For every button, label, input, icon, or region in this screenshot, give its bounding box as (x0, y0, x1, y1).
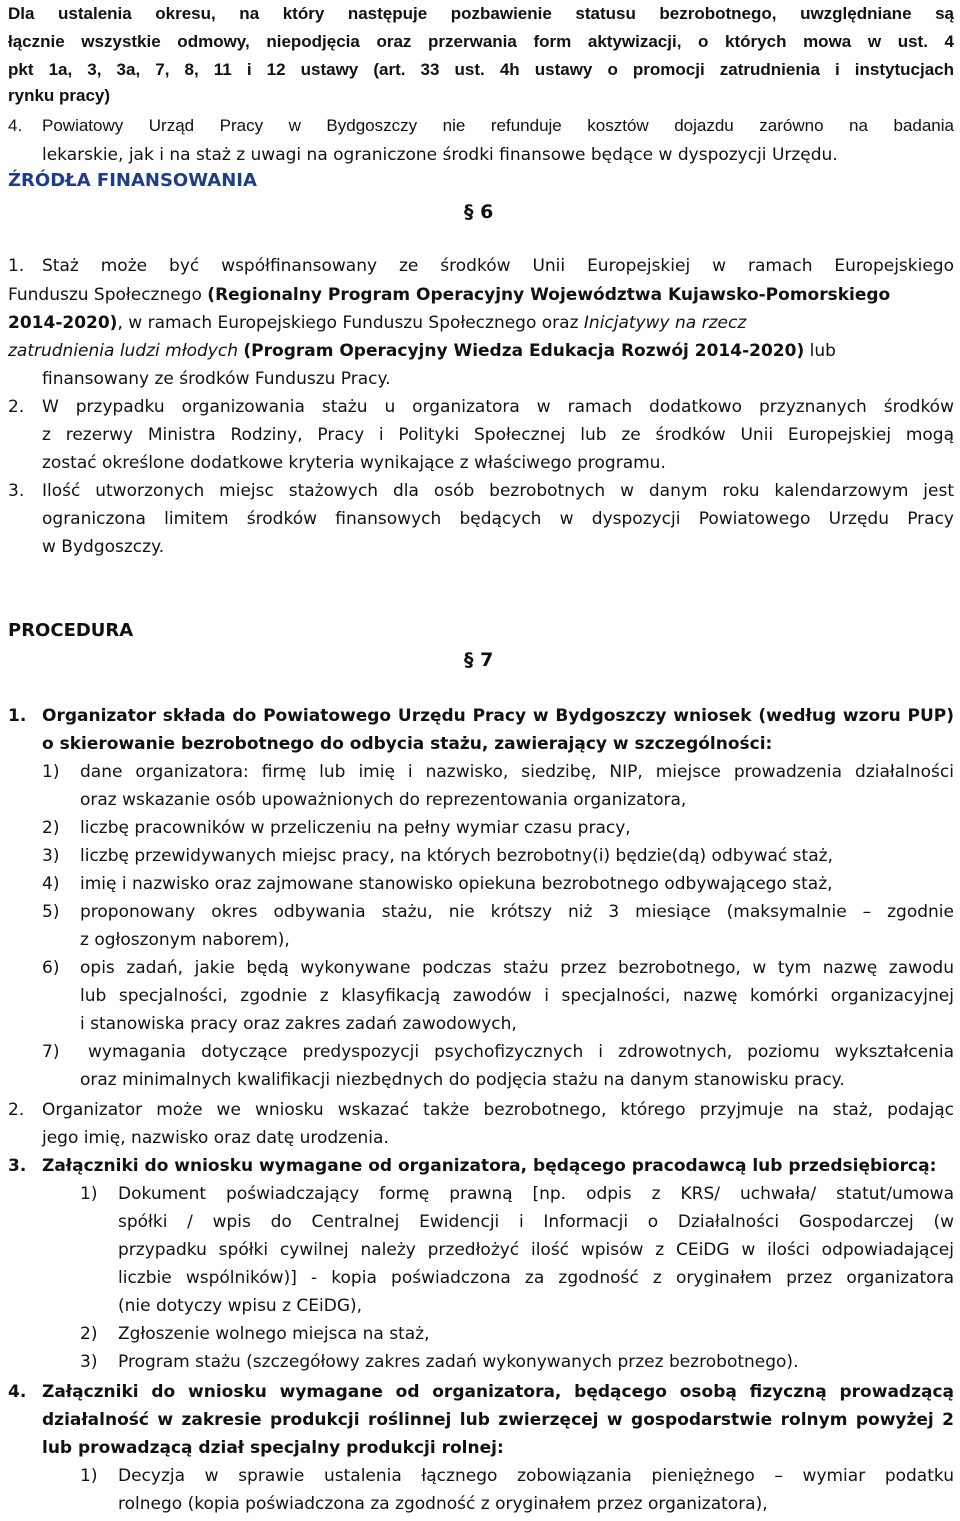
top-line-1: Dla ustalenia okresu, na który następuje pozbawienie statusu bezrobotnego, uwzględniane są (8, 4, 954, 23)
item4-line-2: lekarskie, jak i na staż z uwagi na ograniczone środki finansowe będące w dyspozycji Urzędu. (42, 145, 838, 165)
p-p1-item-4-line-1: imię i nazwisko oraz zajmowane stanowisko opiekuna bezrobotnego odbywającego staż, (80, 874, 833, 894)
section-7: § 7 (464, 649, 494, 671)
z-p1-line-4: zatrudnienia ludzi młodych (Program Operacyjny Wiedza Edukacja Rozwój 2014-2020) lub (8, 341, 836, 361)
p-p1-item-5-line-2: z ogłoszonym naborem), (80, 930, 290, 950)
p-p1-item-7-number: 7) (42, 1042, 60, 1062)
z-p1-line-5: finansowany ze środków Funduszu Pracy. (42, 369, 391, 389)
p-p4-item-1-line-2: rolnego (kopia poświadczona za zgodność z oryginałem przez organizatora), (118, 1494, 768, 1514)
p-p1-item-1-line-1: dane organizatora: firmę lub imię i nazwisko, siedzibę, NIP, miejsce prowadzenia działalności (80, 762, 954, 782)
p-p4-line-2: działalność w zakresie produkcji roślinnej lub zwierzęcej w gospodarstwie rolnym powyżej 2 (42, 1410, 954, 1430)
z-p2-line-2: z rezerwy Ministra Rodziny, Pracy i Polityki Społecznej lub ze środków Unii Europejskiej mogą (42, 425, 954, 445)
z-p1-number: 1. (8, 256, 25, 276)
p-p1-item-7-line-2: oraz minimalnych kwalifikacji niezbędnych do podjęcia stażu na danym stanowisku pracy. (80, 1070, 845, 1090)
p-p1-item-3-number: 3) (42, 846, 60, 866)
top-line-3: pkt 1a, 3, 3a, 7, 8, 11 i 12 ustawy (art. 33 ust. 4h ustawy o promocji zatrudnienia i instytucjach (8, 60, 954, 79)
p-p3-item-1-line-4: liczbie wspólników)] - kopia poświadczona za zgodność z oryginałem przez organizatora (118, 1268, 954, 1288)
p-p4-item-1-number: 1) (80, 1466, 98, 1486)
z-p1-line-1: Staż może być współfinansowany ze środków Unii Europejskiej w ramach Europejskiego (42, 256, 954, 276)
p-p3-item-2-number: 2) (80, 1324, 98, 1344)
p-p3-item-1-number: 1) (80, 1184, 98, 1204)
item4-number: 4. (8, 116, 23, 135)
z-p3-line-2: ograniczona limitem środków finansowych będących w dyspozycji Powiatowego Urzędu Pracy (42, 509, 954, 529)
z-p3-line-3: w Bydgoszczy. (42, 537, 165, 557)
p-p2-number: 2. (8, 1100, 25, 1120)
zrodla-heading: ŹRÓDŁA FINANSOWANIA (8, 170, 257, 191)
p-p1-item-6-line-1: opis zadań, jakie będą wykonywane podczas stażu przez bezrobotnego, w tym nazwę zawodu (80, 958, 954, 978)
p-p3-item-1-line-3: przypadku spółki cywilnej należy przedłożyć ilość wpisów z CEiDG w ilości odpowiadającej (118, 1240, 954, 1260)
z-p3-number: 3. (8, 481, 25, 501)
p-p1-number: 1. (8, 706, 27, 726)
p-p4-line-1: Załączniki do wniosku wymagane od organizatora, będącego osobą fizyczną prowadzącą (42, 1382, 954, 1402)
p-p1-item-1-line-2: oraz wskazanie osób upoważnionych do reprezentowania organizatora, (80, 790, 687, 810)
p-p3-item-3-line-1: Program stażu (szczegółowy zakres zadań wykonywanych przez bezrobotnego). (118, 1352, 799, 1372)
p-p1-item-2-number: 2) (42, 818, 60, 838)
p-p3-item-1-line-1: Dokument poświadczający formę prawną [np. odpis z KRS/ uchwała/ statut/umowa (118, 1184, 954, 1204)
p-p3-item-1-line-2: spółki / wpis do Centralnej Ewidencji i Informacji o Działalności Gospodarczej (w (118, 1212, 954, 1232)
p-p1-item-6-line-3: i stanowiska pracy oraz zakres zadań zawodowych, (80, 1014, 517, 1034)
p-p3-number: 3. (8, 1156, 27, 1176)
p-p3-item-3-number: 3) (80, 1352, 98, 1372)
z-p1-line-2: Funduszu Społecznego (Regionalny Program Operacyjny Województwa Kujawsko-Pomorskiego (8, 285, 891, 305)
p-p4-line-3: lub prowadzącą dział specjalny produkcji rolnej: (42, 1438, 504, 1458)
p-p1-item-3-line-1: liczbę przewidywanych miejsc pracy, na których bezrobotny(i) będzie(dą) odbywać staż, (80, 846, 833, 866)
z-p2-line-1: W przypadku organizowania stażu u organizatora w ramach dodatkowo przyznanych środków (42, 397, 954, 417)
p-p1-item-6-line-2: lub specjalności, zgodnie z klasyfikacją zawodów i specjalności, nazwę komórki organizacyjnej (80, 986, 954, 1006)
p-p4-number: 4. (8, 1382, 27, 1402)
p-p4-item-1-line-1: Decyzja w sprawie ustalenia łącznego zobowiązania pieniężnego – wymiar podatku (118, 1466, 954, 1486)
p-p1-item-7-line-1: wymagania dotyczące predyspozycji psychofizycznych i zdrowotnych, poziomu wykształcenia (88, 1042, 954, 1062)
p-p1-item-6-number: 6) (42, 958, 60, 978)
top-line-2: łącznie wszystkie odmowy, niepodjęcia oraz przerwania form aktywizacji, o których mowa w ust. 4 (8, 32, 954, 51)
z-p2-number: 2. (8, 397, 25, 417)
p-p1-item-4-number: 4) (42, 874, 60, 894)
z-p2-line-3: zostać określone dodatkowe kryteria wynikające z właściwego programu. (42, 453, 666, 473)
p-p3-item-1-line-5: (nie dotyczy wpisu z CEiDG), (118, 1296, 363, 1316)
p-p3-line-1: Załączniki do wniosku wymagane od organizatora, będącego pracodawcą lub przedsiębiorcą: (42, 1156, 937, 1176)
p-p1-item-5-line-1: proponowany okres odbywania stażu, nie krótszy niż 3 miesiące (maksymalnie – zgodnie (80, 902, 954, 922)
p-p1-line-2: o skierowanie bezrobotnego do odbycia stażu, zawierający w szczególności: (42, 734, 773, 754)
z-p1-line-3: 2014-2020), w ramach Europejskiego Funduszu Społecznego oraz Inicjatywy na rzecz (8, 313, 747, 333)
procedura-heading: PROCEDURA (8, 620, 134, 641)
section-6: § 6 (464, 201, 494, 223)
z-p3-line-1: Ilość utworzonych miejsc stażowych dla osób bezrobotnych w danym roku kalendarzowym jest (42, 481, 954, 501)
p-p1-line-1: Organizator składa do Powiatowego Urzędu Pracy w Bydgoszczy wniosek (według wzoru PUP) (42, 706, 954, 726)
p-p1-item-1-number: 1) (42, 762, 60, 782)
p-p2-line-1: Organizator może we wniosku wskazać także bezrobotnego, którego przyjmuje na staż, podając (42, 1100, 954, 1120)
item4-line-1: Powiatowy Urząd Pracy w Bydgoszczy nie refunduje kosztów dojazdu zarówno na badania (42, 116, 954, 135)
top-line-4: rynku pracy) (8, 86, 111, 105)
p-p2-line-2: jego imię, nazwisko oraz datę urodzenia. (42, 1128, 389, 1148)
p-p3-item-2-line-1: Zgłoszenie wolnego miejsca na staż, (118, 1324, 430, 1344)
p-p1-item-5-number: 5) (42, 902, 60, 922)
p-p1-item-2-line-1: liczbę pracowników w przeliczeniu na pełny wymiar czasu pracy, (80, 818, 631, 838)
